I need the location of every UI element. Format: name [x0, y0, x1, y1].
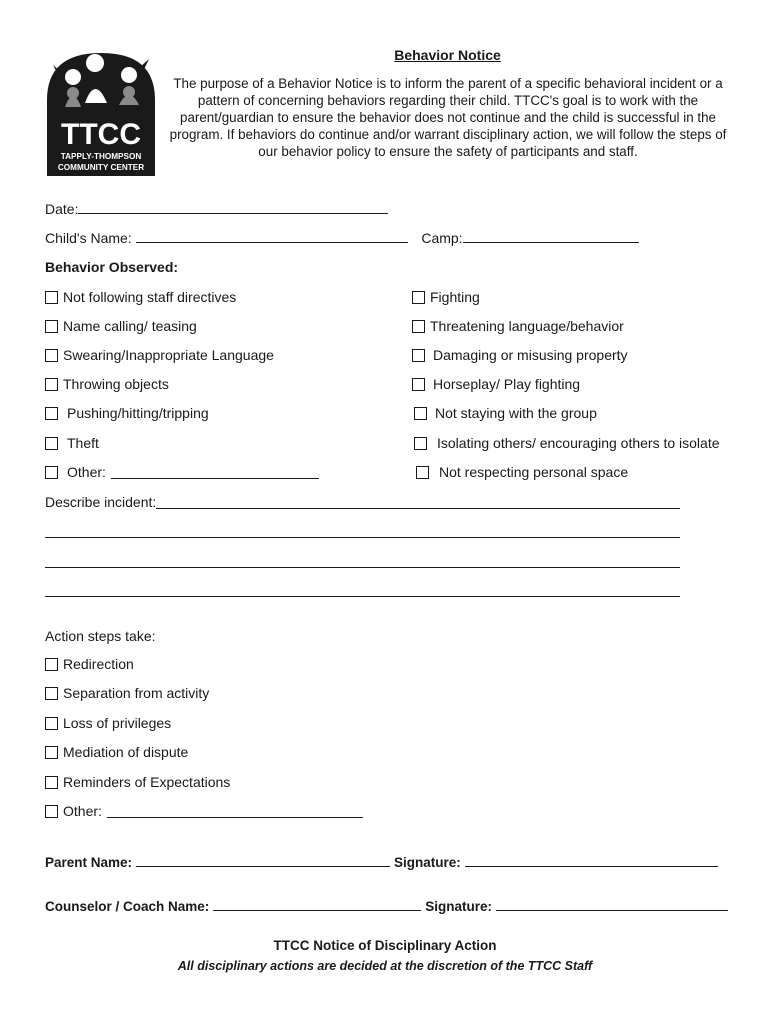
logo-line2: COMMUNITY CENTER: [57, 163, 145, 172]
checkbox[interactable]: [414, 407, 427, 420]
child-name-field[interactable]: [136, 230, 408, 243]
page-title: Behavior Notice: [394, 47, 501, 63]
action-item[interactable]: Separation from activity: [45, 685, 209, 701]
behavior-item[interactable]: Throwing objects: [45, 376, 169, 392]
describe-line[interactable]: [45, 596, 680, 597]
checkbox[interactable]: [45, 291, 58, 304]
checkbox[interactable]: [45, 687, 58, 700]
behavior-item[interactable]: Not respecting personal space: [416, 464, 628, 480]
checkbox[interactable]: [45, 349, 58, 362]
parent-row: [45, 855, 722, 870]
describe-label: Describe incident:: [45, 494, 157, 510]
counselor-signature-field[interactable]: [496, 900, 728, 911]
counselor-name-label: Counselor / Coach Name:: [45, 899, 210, 914]
date-field[interactable]: [78, 201, 388, 214]
parent-name-label: Parent Name:: [45, 855, 133, 870]
action-item[interactable]: Redirection: [45, 656, 134, 672]
checkbox[interactable]: [45, 805, 58, 818]
child-name-label: Child's Name:: [45, 230, 132, 246]
behavior-item[interactable]: Isolating others/ encouraging others to isolate: [414, 435, 720, 451]
date-label: Date:: [45, 201, 79, 217]
counselor-name-field[interactable]: [213, 900, 421, 911]
camp-label: Camp:: [421, 230, 463, 246]
checkbox[interactable]: [45, 658, 58, 671]
action-item[interactable]: Mediation of dispute: [45, 744, 188, 760]
checkbox[interactable]: [45, 378, 58, 391]
behavior-item[interactable]: Name calling/ teasing: [45, 318, 197, 334]
footer-title: TTCC Notice of Disciplinary Action: [273, 938, 497, 953]
describe-line[interactable]: [156, 508, 680, 509]
behavior-item[interactable]: Swearing/Inappropriate Language: [45, 347, 274, 363]
camp-field[interactable]: [463, 230, 639, 243]
checkbox[interactable]: [45, 717, 58, 730]
logo-acronym: TTCC: [61, 118, 141, 151]
checkbox[interactable]: [412, 291, 425, 304]
checkbox[interactable]: [45, 466, 58, 479]
behavior-item[interactable]: Fighting: [412, 289, 480, 305]
checkbox[interactable]: [412, 320, 425, 333]
behavior-item[interactable]: Not following staff directives: [45, 289, 236, 305]
checkbox[interactable]: [45, 776, 58, 789]
checkbox[interactable]: [416, 466, 429, 479]
counselor-signature-label: Signature:: [425, 899, 493, 914]
action-heading: Action steps take:: [45, 628, 156, 644]
counselor-row: [45, 899, 732, 914]
date-row: [45, 201, 388, 217]
parent-signature-label: Signature:: [394, 855, 461, 870]
behavior-item[interactable]: Not staying with the group: [414, 405, 597, 421]
checkbox[interactable]: [412, 378, 425, 391]
action-item-other[interactable]: Other:: [45, 803, 363, 819]
checkbox[interactable]: [412, 349, 425, 362]
child-name-row: [45, 230, 639, 246]
behavior-heading: Behavior Observed:: [45, 259, 179, 275]
parent-signature-field[interactable]: [465, 856, 718, 867]
behavior-other-field[interactable]: [111, 466, 319, 479]
parent-name-field[interactable]: [136, 856, 390, 867]
action-item[interactable]: Reminders of Expectations: [45, 774, 230, 790]
checkbox[interactable]: [414, 437, 427, 450]
checkbox[interactable]: [45, 437, 58, 450]
footer-note: All disciplinary actions are decided at the discretion of the TTCC Staff: [177, 959, 593, 973]
behavior-item-other[interactable]: Other:: [45, 464, 319, 480]
behavior-item[interactable]: Pushing/hitting/tripping: [45, 405, 209, 421]
behavior-item[interactable]: Threatening language/behavior: [412, 318, 624, 334]
describe-line[interactable]: [45, 567, 680, 568]
describe-line[interactable]: [45, 537, 680, 538]
ttcc-logo: [45, 45, 157, 178]
behavior-item[interactable]: Horseplay/ Play fighting: [412, 376, 580, 392]
logo-line1: TAPPLY-THOMPSON: [60, 152, 142, 161]
action-item[interactable]: Loss of privileges: [45, 715, 171, 731]
behavior-item[interactable]: Damaging or misusing property: [412, 347, 628, 363]
intro-paragraph: The purpose of a Behavior Notice is to inform the parent of a specific behavioral incident or a pattern of concerning behaviors regarding their child. TTCC's goal is to work with the parent/guardian to ensure the behavior does not continue and the child is successful in the program. If behaviors do continue and/or warrant disciplinary action, we will follow the steps of our behavior policy to ensure the safety of participants and staff.: [169, 76, 727, 159]
behavior-item[interactable]: Theft: [45, 435, 99, 451]
checkbox[interactable]: [45, 407, 58, 420]
checkbox[interactable]: [45, 746, 58, 759]
checkbox[interactable]: [45, 320, 58, 333]
action-other-field[interactable]: [107, 805, 363, 818]
